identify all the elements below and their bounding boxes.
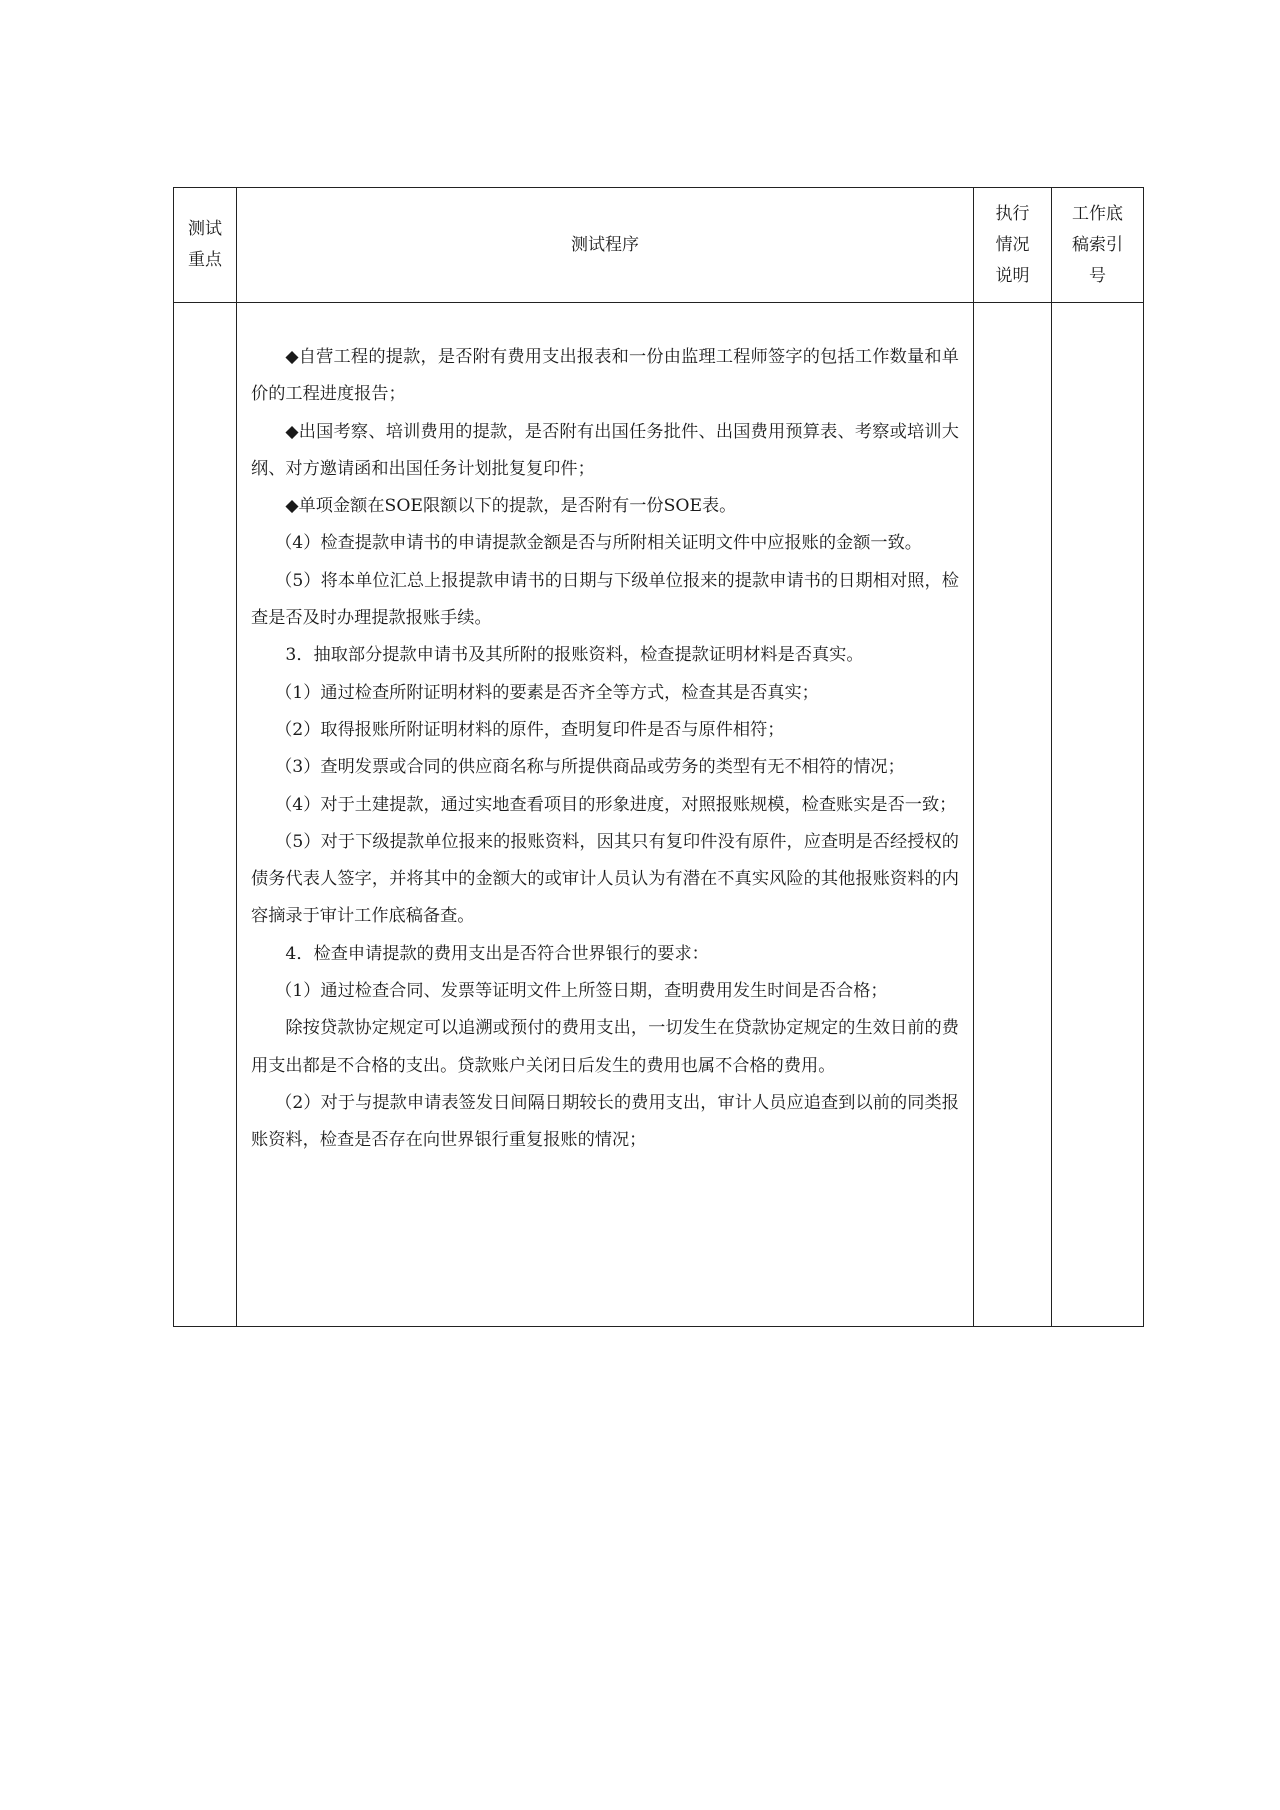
procedure-paragraph: （1）通过检查合同、发票等证明文件上所签日期，查明费用发生时间是否合格； — [275, 981, 888, 1002]
table-header-row — [174, 188, 1144, 303]
procedure-paragraph: （4）检查提款申请书的申请提款金额是否与所附相关证明文件中应报账的金额一致。 — [275, 533, 922, 554]
procedure-paragraph: （5）对于下级提款单位报来的报账资料，因其只有复印件没有原件，应查明是否经授权的债务代表人签字，并将其中的金额大的或审计人员认为有潜在不真实风险的其他报账资料的内容摘录于审计工作底稿备查。 — [251, 831, 959, 927]
cell-test-focus — [174, 303, 237, 1327]
header-test-procedure — [237, 188, 974, 303]
procedure-paragraph: ◆自营工程的提款，是否附有费用支出报表和一份由监理工程师签字的包括工作数量和单价的工程进度报告； — [251, 347, 959, 405]
header-workpaper-ref — [1052, 188, 1144, 303]
cell-workpaper-ref — [1052, 303, 1144, 1327]
procedure-paragraph: （2）取得报账所附证明材料的原件，查明复印件是否与原件相符； — [275, 719, 785, 740]
header-test-focus — [174, 188, 237, 303]
header-test-focus-line: 测试 — [188, 219, 222, 239]
procedure-paragraph: ◆出国考察、培训费用的提款，是否附有出国任务批件、出国费用预算表、考察或培训大纲、对方邀请函和出国任务计划批复复印件； — [251, 421, 959, 479]
header-execution-notes — [974, 188, 1052, 303]
procedure-paragraph: 3．抽取部分提款申请书及其所附的报账资料，检查提款证明材料是否真实。 — [285, 645, 864, 666]
procedure-text — [237, 303, 973, 1160]
cell-execution-notes — [974, 303, 1052, 1327]
procedure-paragraph: （4）对于土建提款，通过实地查看项目的形象进度，对照报账规模，检查账实是否一致； — [275, 794, 957, 815]
header-execution-line: 情况 — [995, 234, 1030, 255]
cell-test-procedure — [237, 303, 974, 1327]
table-body-row — [174, 303, 1144, 1327]
header-execution-line: 执行 — [995, 203, 1030, 224]
procedure-paragraph: （2）对于与提款申请表签发日间隔日期较长的费用支出，审计人员应追查到以前的同类报账资料，检查是否存在向世界银行重复报账的情况； — [251, 1092, 959, 1151]
header-workpaper-line: 工作底 — [1072, 203, 1123, 224]
procedure-paragraph: （3）查明发票或合同的供应商名称与所提供商品或劳务的类型有无不相符的情况； — [275, 757, 905, 778]
procedure-paragraph: ◆单项金额在SOE限额以下的提款，是否附有一份SOE表。 — [285, 496, 737, 517]
header-test-focus-line: 重点 — [188, 250, 222, 270]
procedure-paragraph: 除按贷款协定规定可以追溯或预付的费用支出，一切发生在贷款协定规定的生效日前的费用支出都是不合格的支出。贷款账户关闭日后发生的费用也属不合格的费用。 — [251, 1018, 959, 1076]
procedure-paragraph: （1）通过检查所附证明材料的要素是否齐全等方式，检查其是否真实； — [275, 682, 819, 703]
procedure-paragraph: （5）将本单位汇总上报提款申请书的日期与下级单位报来的提款申请书的日期相对照，检查是否及时办理提款报账手续。 — [251, 570, 959, 629]
header-test-procedure-label: 测试程序 — [571, 234, 639, 255]
procedure-paragraph: 4．检查申请提款的费用支出是否符合世界银行的要求： — [285, 943, 709, 964]
header-workpaper-line: 号 — [1089, 265, 1106, 286]
audit-procedure-table — [173, 187, 1144, 1327]
header-execution-line: 说明 — [995, 265, 1030, 286]
header-workpaper-line: 稿索引 — [1072, 234, 1123, 255]
